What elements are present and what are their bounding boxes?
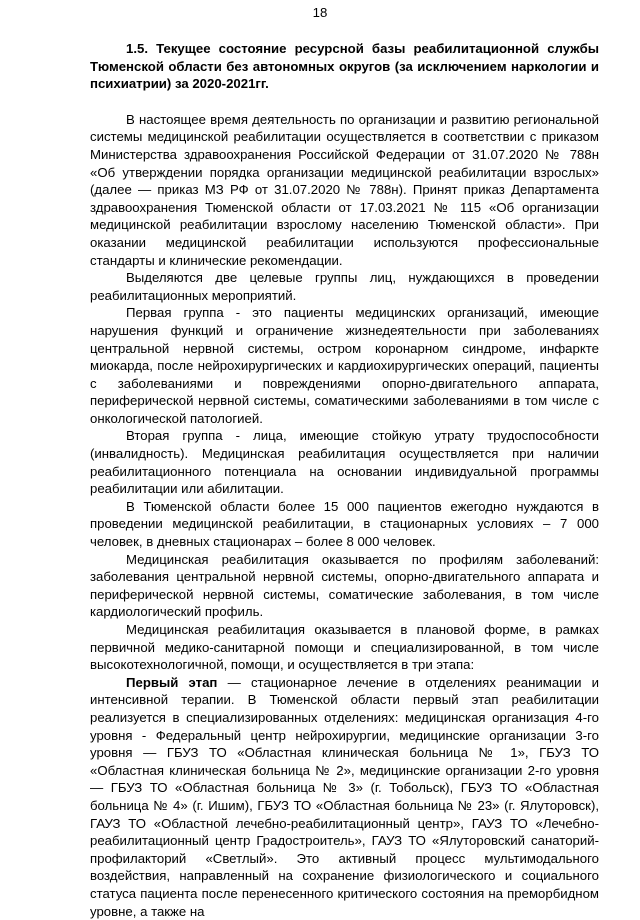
page-content bbox=[90, 40, 599, 920]
paragraph-patient-counts: В Тюменской области более 15 000 пациентов ежегодно нуждаются в проведении медицинской реабилитации, в стационарных условиях – 7 000 человек, в дневных стационарах – более 8 000 человек. bbox=[90, 498, 599, 550]
paragraph-second-group: Вторая группа - лица, имеющие стойкую утрату трудоспособности (инвалидность). Медицинская реабилитация осуществляется при наличии реабилитационного потенциала на основании индивидуальной программы реабилитации или абилитации. bbox=[90, 428, 599, 497]
section-heading: 1.5. Текущее состояние ресурсной базы реабилитационной службы Тюменской области без автономных округов (за исключением наркологии и психиатрии) за 2020-2021гг. bbox=[90, 41, 599, 92]
first-stage-label: Первый этап bbox=[126, 674, 218, 690]
paragraph-first-stage bbox=[90, 674, 599, 920]
first-stage-text: — стационарное лечение в отделениях реанимации и интенсивной терапии. В Тюменской области первый этап реабилитации реализуется в специализированных отделениях: медицинская организация 4-го уровня - Федеральный центр нейрохирургии, медицинские организации 3-го уровня — ГБУЗ ТО «Областная клиническая больница № 1», ГБУЗ ТО «Областная клиническая больница № 2», медицинские организации 2-го уровня — ГБУЗ ТО «Областная больница № 3» (г. Тобольск), ГБУЗ ТО «Областная больница № 4» (г. Ишим), ГБУЗ ТО «Областная больница № 23» (г. Ялуторовск), ГАУЗ ТО «Областной лечебно-реабилитационный центр», ГАУЗ ТО «Лечебно-реабилитационный центр Градостроитель», ГАУЗ ТО «Ялуторовский санаторий-профилакторий «Светлый». Это активный процесс мультимодального воздействия, направленный на сохранение физиологического и социального статуса пациента после перенесенного критического состояния на преморбидном уровне, а также на bbox=[90, 674, 599, 919]
paragraph-target-groups: Выделяются две целевые группы лиц, нуждающихся в проведении реабилитационных мероприятий. bbox=[90, 270, 599, 303]
page-number: 18 bbox=[312, 5, 328, 20]
paragraph-profiles: Медицинская реабилитация оказывается по профилям заболеваний: заболевания центральной нервной системы, опорно-двигательного аппарата и периферической нервной системы, соматические заболевания, в том числе кардиологический профиль. bbox=[90, 551, 599, 620]
paragraph-forms: Медицинская реабилитация оказывается в плановой форме, в рамках первичной медико-санитарной помощи и специализированной, в том числе высокотехнологичной, помощи, и осуществляется в три этапа: bbox=[90, 622, 599, 673]
paragraph-legal-basis: В настоящее время деятельность по организации и развитию региональной системы медицинской реабилитации осуществляется в соответствии с приказом Министерства здравоохранения Российской Федерации от 31.07.2020 № 788н «Об утверждении порядка организации медицинской реабилитации взрослых» (далее — приказ МЗ РФ от 31.07.2020 № 788н). Принят приказ Департамента здравоохранения Тюменской области от 17.03.2021 № 115 «Об организации медицинской реабилитации взрослому населению Тюменской области». При оказании медицинской реабилитации используются профессиональные стандарты и клинические рекомендации. bbox=[90, 111, 599, 268]
paragraph-first-group: Первая группа - это пациенты медицинских организаций, имеющие нарушения функций и ограничение жизнедеятельности при заболеваниях центральной нервной системы, остром коронарном синдроме, инфаркте миокарда, после нейрохирургических и кардиохирургических операций, пациенты с заболеваниями и повреждениями опорно-двигательного аппарата, периферической нервной системы, соматическими заболеваниями в том числе с онкологической патологией. bbox=[90, 305, 599, 426]
